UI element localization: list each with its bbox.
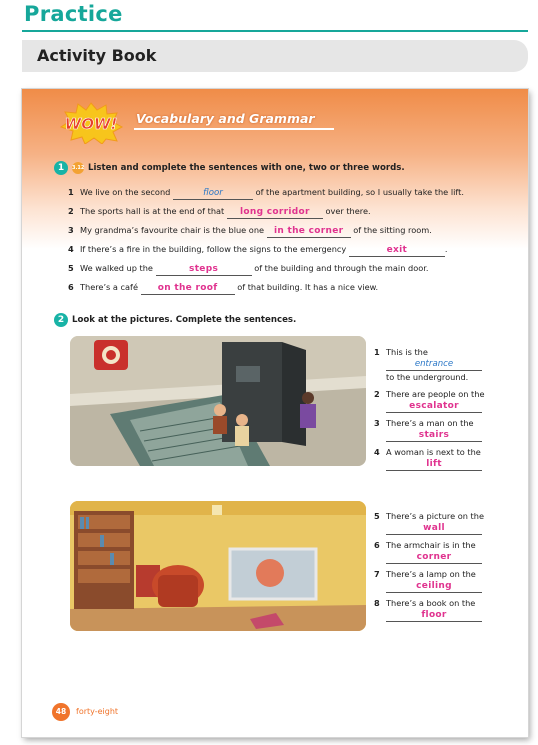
picture-2-questions bbox=[374, 511, 514, 631]
question-5-answer[interactable]: wall bbox=[386, 523, 482, 535]
activity-book-title: Activity Book bbox=[37, 46, 157, 65]
wow-logo-text: WOW! bbox=[64, 115, 118, 133]
sentence-3: 3 My grandma’s favourite chair is the blue one in the corner of the sitting room. bbox=[68, 225, 432, 236]
workbook-page bbox=[22, 89, 528, 737]
sentence-5: 5 We walked up the steps of the building and through the main door. bbox=[68, 263, 429, 274]
question-6-answer[interactable]: corner bbox=[386, 552, 482, 564]
question-3-answer[interactable]: stairs bbox=[386, 430, 482, 442]
question-1: 1 This is the bbox=[374, 347, 428, 357]
page-heading-practice: Practice bbox=[24, 2, 123, 26]
answer-blank-3[interactable]: in the corner bbox=[267, 226, 351, 238]
question-1-answer[interactable]: entrance bbox=[386, 359, 482, 371]
answer-blank-5[interactable]: steps bbox=[156, 264, 252, 276]
answer-blank-2[interactable]: long corridor bbox=[227, 207, 323, 219]
page-number-badge: 48 bbox=[52, 703, 70, 721]
question-7: 7 There’s a lamp on the bbox=[374, 569, 476, 579]
picture-1-questions bbox=[374, 347, 514, 487]
exercise-2-instruction: Look at the pictures. Complete the sentences. bbox=[72, 315, 297, 325]
wow-logo-icon bbox=[58, 102, 124, 144]
answer-blank-6[interactable]: on the roof bbox=[141, 283, 235, 295]
page-number-words: forty-eight bbox=[76, 707, 119, 716]
question-2-answer[interactable]: escalator bbox=[386, 401, 482, 413]
question-4-answer[interactable]: lift bbox=[386, 459, 482, 471]
audio-track-icon[interactable]: 3.12 bbox=[72, 162, 84, 174]
question-4: 4 A woman is next to the bbox=[374, 447, 481, 457]
question-7-answer[interactable]: ceiling bbox=[386, 581, 482, 593]
sentence-2: 2 The sports hall is at the end of that long corridor over there. bbox=[68, 206, 371, 217]
heading-rule bbox=[22, 30, 528, 32]
activity-book-bar bbox=[22, 40, 528, 72]
sentence-1: 1 We live on the second floor of the apartment building, so I usually take the lift. bbox=[68, 187, 464, 198]
question-6: 6 The armchair is in the bbox=[374, 540, 476, 550]
exercise-1-instruction: Listen and complete the sentences with one, two or three words. bbox=[88, 163, 405, 173]
section-title: Vocabulary and Grammar bbox=[136, 111, 315, 126]
sentence-6: 6 There’s a café on the roof of that building. It has a nice view. bbox=[68, 282, 379, 293]
sitting-room-illustration bbox=[70, 501, 366, 631]
sentence-4: 4 If there’s a fire in the building, follow the signs to the emergency exit . bbox=[68, 244, 448, 255]
underground-entrance-picture bbox=[70, 336, 366, 466]
question-8: 8 There’s a book on the bbox=[374, 598, 476, 608]
question-5: 5 There’s a picture on the bbox=[374, 511, 484, 521]
exercise-2-number: 2 bbox=[54, 313, 68, 327]
answer-blank-4[interactable]: exit bbox=[349, 245, 445, 257]
question-2: 2 There are people on the bbox=[374, 389, 485, 399]
answer-blank-1[interactable]: floor bbox=[173, 188, 253, 200]
question-3: 3 There’s a man on the bbox=[374, 418, 474, 428]
underground-illustration bbox=[70, 336, 366, 466]
sitting-room-picture bbox=[70, 501, 366, 631]
question-1-continuation: to the underground. bbox=[386, 372, 469, 382]
exercise-1-number: 1 bbox=[54, 161, 68, 175]
section-title-underline bbox=[134, 128, 334, 130]
question-8-answer[interactable]: floor bbox=[386, 610, 482, 622]
